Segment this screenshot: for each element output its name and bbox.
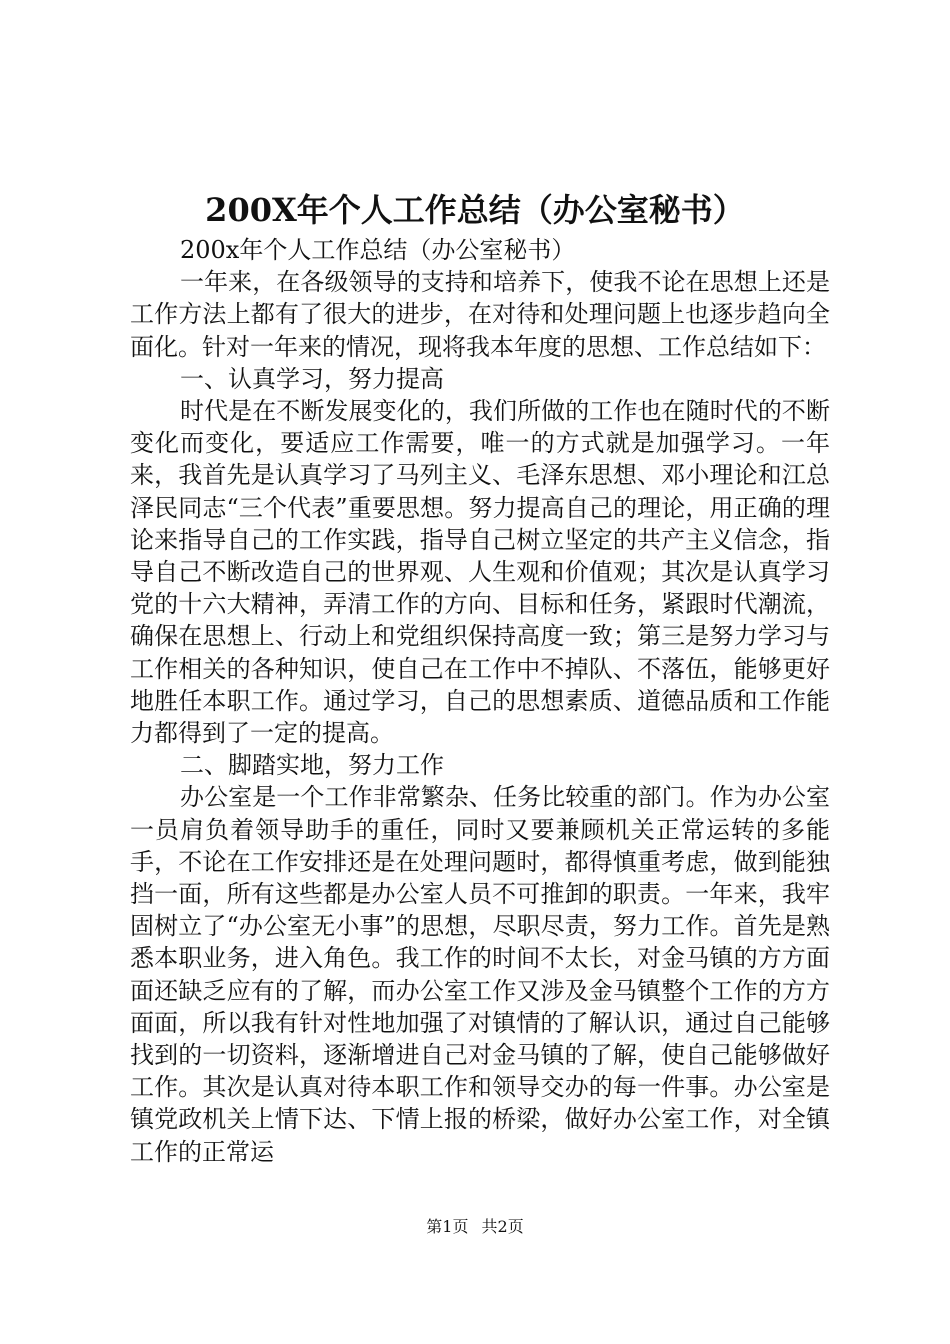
page-total: 共2页 — [481, 1217, 524, 1236]
document-title: 200X年个人工作总结（办公室秘书） — [205, 191, 745, 229]
paragraph-study: 时代是在不断发展变化的，我们所做的工作也在随时代的不断变化而变化，要适应工作需要，唯一的方式就是加强学习。一年来，我首先是认真学习了马列主义、毛泽东思想、邓小理论和江总泽民同志“三个代表”重要思想。努力提高自己的理论，用正确的理论来指导自己的工作实践，指导自己树立坚定的共产主义信念，指导自己不断改造自己的世界观、人生观和价值观；其次是认真学习党的十六大精神，弄清工作的方向、目标和任务，紧跟时代潮流，确保在思想上、行动上和党组织保持高度一致；第三是努力学习与工作相关的各种知识，使自己在工作中不掉队、不落伍，能够更好地胜任本职工作。通过学习，自己的思想素质、道德品质和工作能力都得到了一定的提高。 — [130, 397, 830, 748]
paragraph-intro: 一年来，在各级领导的支持和培养下，使我不论在思想上还是工作方法上都有了很大的进步，在对待和处理问题上也逐步趋向全面化。针对一年来的情况，现将我本年度的思想、工作总结如下： — [130, 268, 830, 361]
document-body — [130, 234, 830, 1168]
section-heading-work: 二、脚踏实地，努力工作 — [180, 751, 444, 780]
page-number: 第1页 — [426, 1217, 469, 1236]
paragraph-subtitle: 200x年个人工作总结（办公室秘书） — [180, 236, 576, 264]
page-footer — [0, 1216, 950, 1238]
paragraph-work: 办公室是一个工作非常繁杂、任务比较重的部门。作为办公室一员肩负着领导助手的重任，同时又要兼顾机关正常运转的多能手，不论在工作安排还是在处理问题时，都得慎重考虑，做到能独挡一面，所有这些都是办公室人员不可推卸的职责。一年来，我牢固树立了“办公室无小事”的思想，尽职尽责，努力工作。首先是熟悉本职业务，进入角色。我工作的时间不太长，对金马镇的方方面面还缺乏应有的了解，而办公室工作又涉及金马镇整个工作的方方面面，所以我有针对性地加强了对镇情的了解认识，通过自己能够找到的一切资料，逐渐增进自己对金马镇的了解，使自己能够做好工作。其次是认真对待本职工作和领导交办的每一件事。办公室是镇党政机关上情下达、下情上报的桥梁，做好办公室工作，对全镇工作的正常运 — [130, 783, 830, 1166]
section-heading-study: 一、认真学习，努力提高 — [180, 364, 444, 393]
